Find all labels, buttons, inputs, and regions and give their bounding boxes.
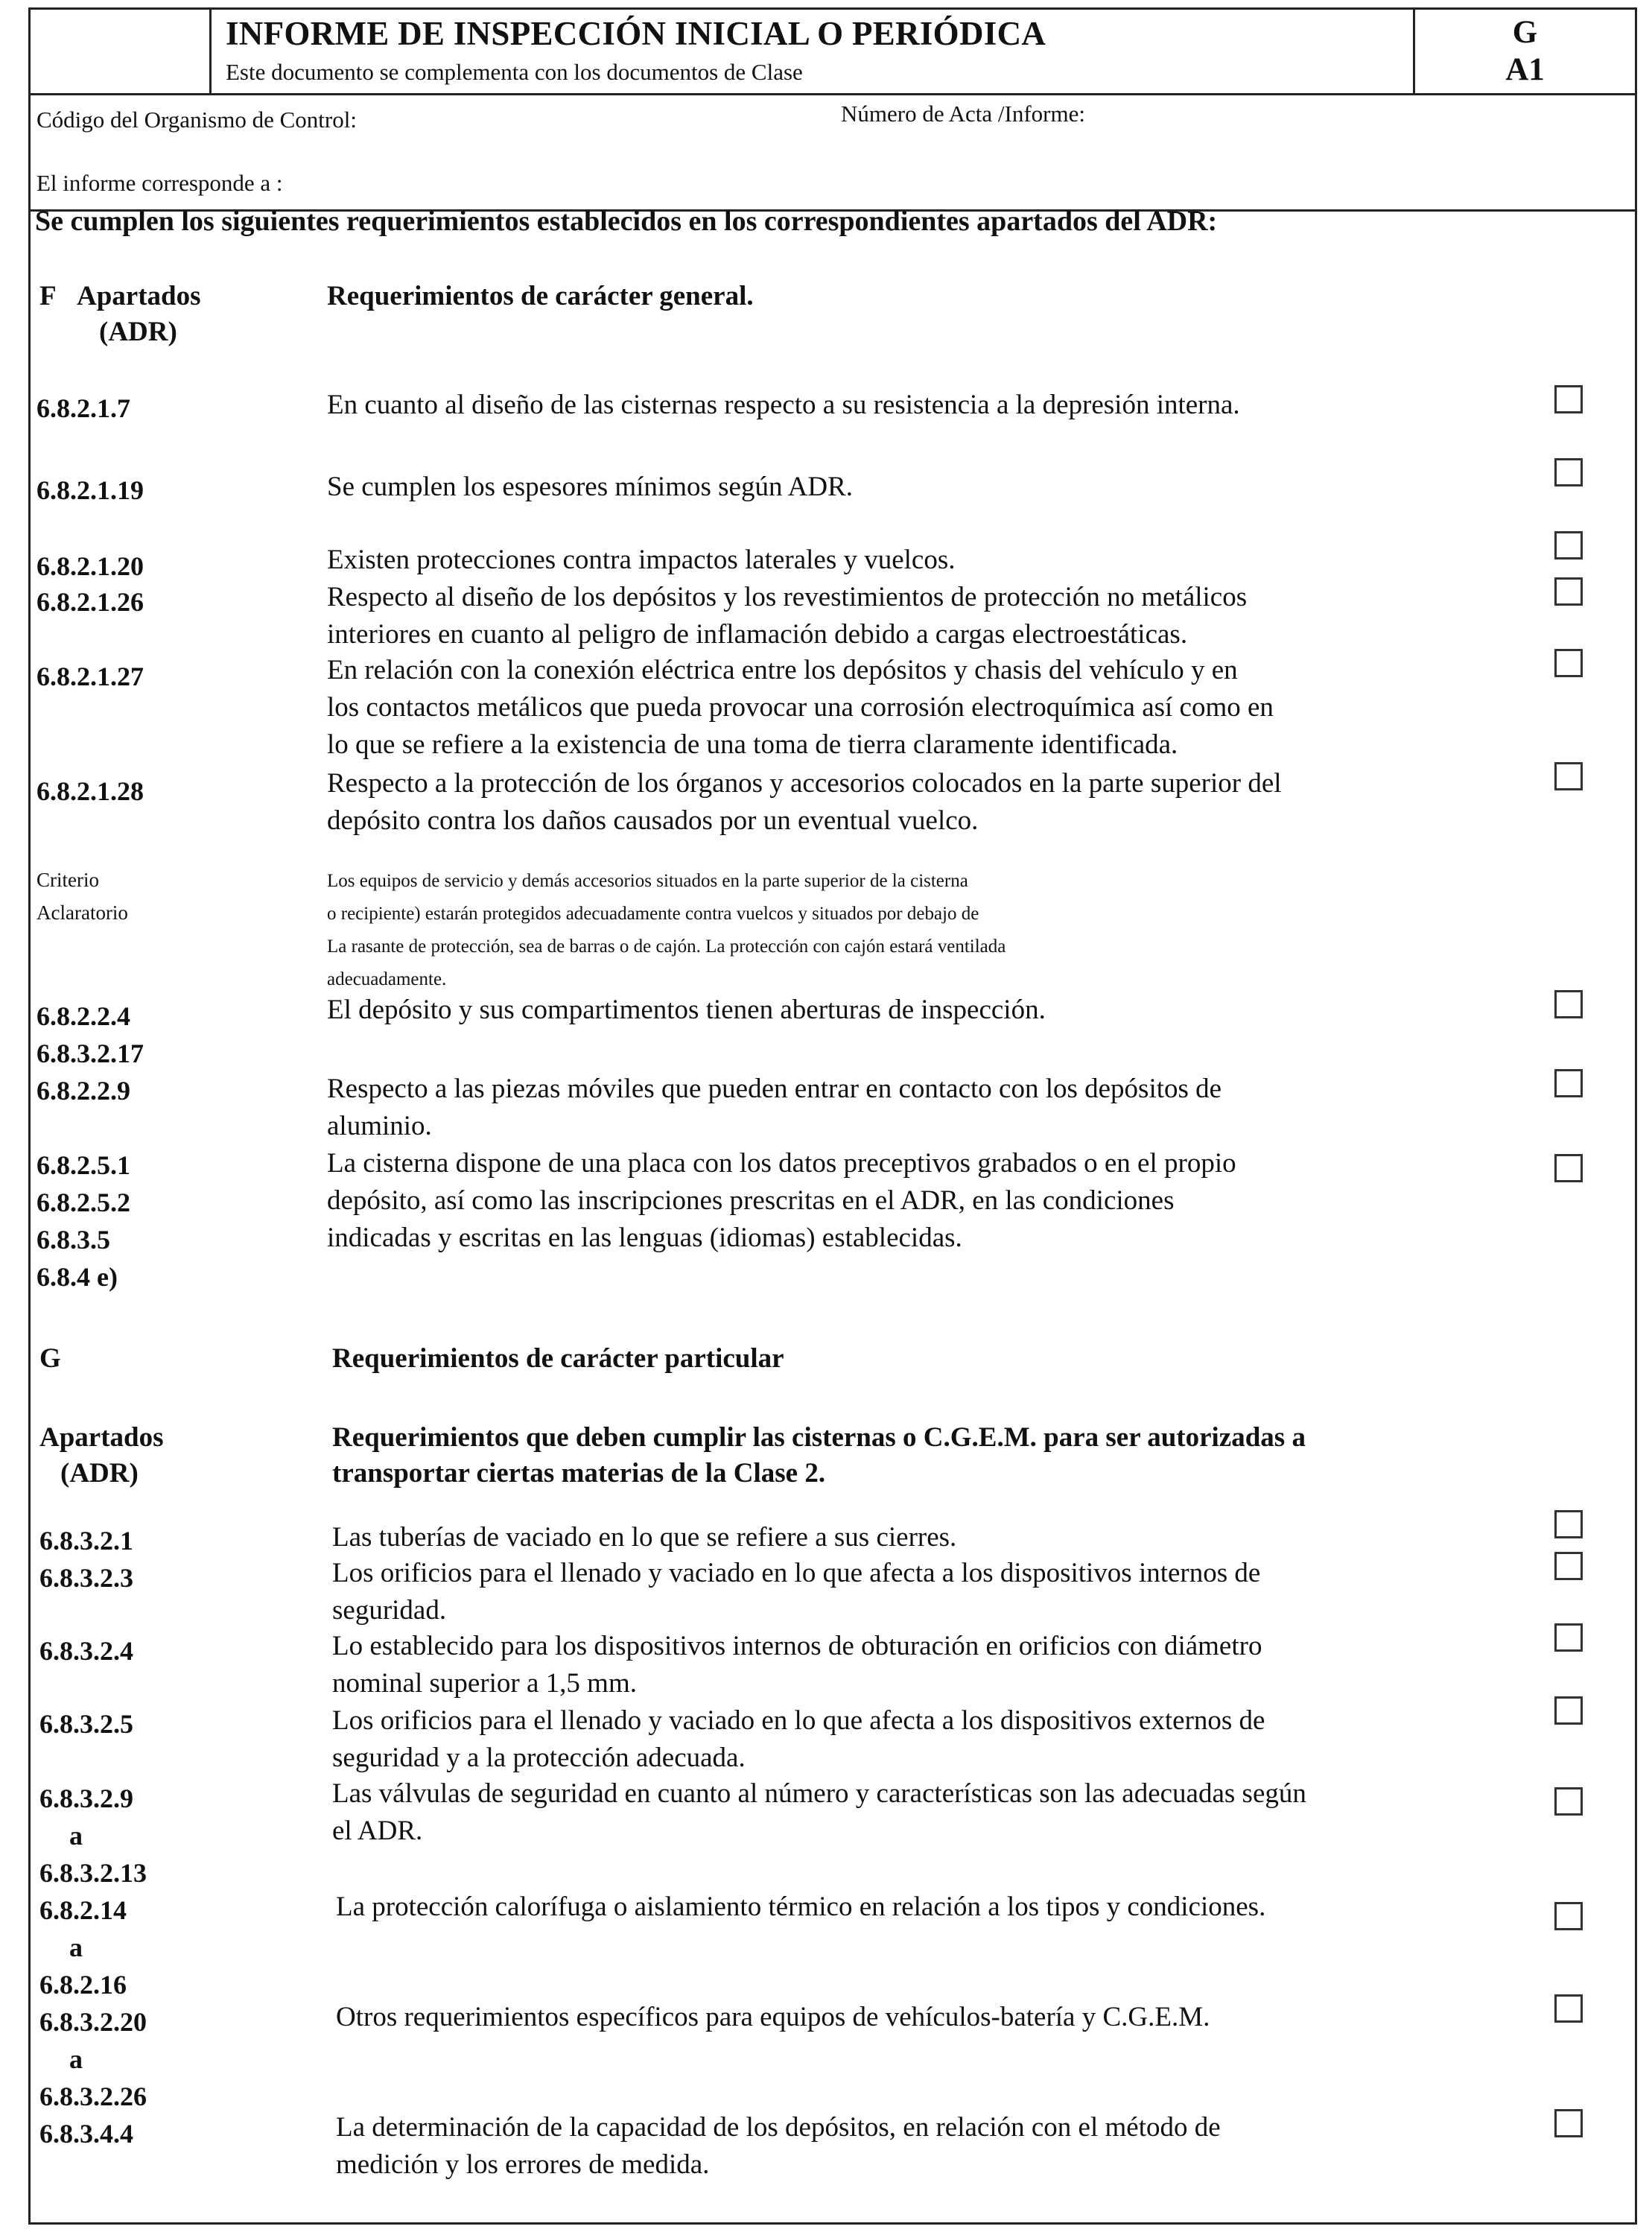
section-f-col-header-2: (ADR) [99, 317, 177, 347]
requirement-code: a [69, 1933, 83, 1962]
requirement-text: depósito contra los daños causados por un eventual vuelco. [327, 805, 979, 836]
requirement-text: nominal superior a 1,5 mm. [332, 1668, 637, 1699]
requirement-checkbox[interactable] [1554, 649, 1583, 677]
requirement-text: Se cumplen los espesores mínimos según ADR. [327, 472, 854, 502]
requirement-checkbox[interactable] [1554, 1510, 1583, 1538]
requirement-text: Los orificios para el llenado y vaciado en lo que afecta a los dispositivos externos de [332, 1705, 1265, 1736]
requirement-text: Lo establecido para los dispositivos internos de obturación en orificios con diámetro [332, 1631, 1262, 1661]
requirement-code: 6.8.3.2.4 [39, 1636, 133, 1666]
section-f-col-header-1: Apartados [77, 281, 201, 311]
requirement-code: 6.8.4 e) [36, 1262, 118, 1292]
requirement-code: 6.8.3.4.4 [39, 2119, 133, 2149]
document-code-line1: G [1512, 15, 1538, 50]
organism-label: Código del Organismo de Control: [36, 107, 357, 133]
requirement-text: Las válvulas de seguridad en cuanto al número y características son las adecuadas según [332, 1778, 1306, 1809]
requirement-code: 6.8.2.5.1 [36, 1150, 130, 1180]
requirement-text: Existen protecciones contra impactos laterales y vuelcos. [327, 545, 956, 575]
section-g-letter: G [39, 1343, 61, 1374]
requirement-text: En cuanto al diseño de las cisternas respecto a su resistencia a la depresión interna. [327, 390, 1240, 420]
requirement-code: 6.8.2.14 [39, 1895, 127, 1925]
requirement-text: seguridad. [332, 1595, 447, 1626]
requirements-intro: Se cumplen los siguientes requerimientos establecidos en los correspondientes apartados del ADR: [35, 206, 1218, 237]
requirement-checkbox[interactable] [1554, 1623, 1583, 1652]
requirement-checkbox[interactable] [1554, 1696, 1583, 1725]
requirement-checkbox[interactable] [1554, 1069, 1583, 1097]
requirement-text: medición y los errores de medida. [336, 2149, 710, 2180]
requirement-code: 6.8.2.1.27 [36, 662, 144, 691]
requirement-text: Otros requerimientos específicos para equipos de vehículos-batería y C.G.E.M. [336, 2002, 1210, 2032]
requirement-code: 6.8.3.2.17 [36, 1039, 144, 1068]
requirement-checkbox[interactable] [1554, 1787, 1583, 1816]
requirement-text: los contactos metálicos que pueda provocar una corrosión electroquímica así como en [327, 692, 1274, 723]
logo-box [31, 10, 212, 93]
requirement-checkbox[interactable] [1554, 385, 1583, 413]
requirement-checkbox[interactable] [1554, 990, 1583, 1018]
requirement-code: 6.8.2.2.4 [36, 1001, 130, 1031]
criterio-line: Los equipos de servicio y demás accesorios situados en la parte superior de la cisterna [327, 871, 968, 891]
section-g-subheading-1: Requerimientos que deben cumplir las cisternas o C.G.E.M. para ser autorizadas a [332, 1422, 1306, 1453]
criterio-line: adecuadamente. [327, 969, 447, 989]
requirement-code: 6.8.3.2.5 [39, 1709, 133, 1739]
requirement-checkbox[interactable] [1554, 458, 1583, 486]
report-subtitle: Este documento se complementa con los documentos de Clase [226, 59, 803, 85]
requirement-text: aluminio. [327, 1111, 432, 1141]
criterio-label-1: Criterio [36, 869, 99, 891]
requirement-checkbox[interactable] [1554, 2109, 1583, 2137]
requirement-code: 6.8.2.1.28 [36, 776, 144, 806]
requirement-checkbox[interactable] [1554, 531, 1583, 559]
requirement-code: 6.8.3.2.3 [39, 1563, 133, 1593]
requirement-checkbox[interactable] [1554, 1902, 1583, 1930]
requirement-code: a [69, 1821, 83, 1851]
requirement-checkbox[interactable] [1554, 1552, 1583, 1580]
criterio-line: La rasante de protección, sea de barras o de cajón. La protección con cajón estará ventilada [327, 936, 1006, 957]
document-code-line2: A1 [1505, 52, 1545, 87]
requirement-text: depósito, así como las inscripciones prescritas en el ADR, en las condiciones [327, 1185, 1175, 1216]
requirement-text: Respecto a la protección de los órganos y accesorios colocados en la parte superior del [327, 768, 1282, 799]
requirement-text: El depósito y sus compartimentos tienen aberturas de inspección. [327, 995, 1046, 1025]
requirement-text: Respecto a las piezas móviles que pueden entrar en contacto con los depósitos de [327, 1074, 1222, 1104]
requirement-text: En relación con la conexión eléctrica entre los depósitos y chasis del vehículo y en [327, 655, 1238, 685]
requirement-text: Las tuberías de vaciado en lo que se refiere a sus cierres. [332, 1522, 957, 1553]
requirement-code: 6.8.2.1.20 [36, 551, 144, 581]
report-header [31, 10, 1635, 95]
requirement-code: 6.8.3.2.26 [39, 2082, 147, 2111]
inspection-report-form [28, 7, 1637, 2225]
requirement-code: 6.8.2.1.7 [36, 393, 130, 423]
requirement-code: 6.8.2.16 [39, 1970, 127, 2000]
requirement-code: 6.8.3.5 [36, 1225, 110, 1255]
requirement-code: 6.8.3.2.13 [39, 1858, 147, 1888]
section-g-subheading-2: transportar ciertas materias de la Clase 2. [332, 1458, 826, 1489]
report-info-fields [31, 93, 1635, 212]
requirement-code: 6.8.2.1.19 [36, 475, 144, 505]
requirement-code: 6.8.3.2.9 [39, 1784, 133, 1813]
section-f-heading: Requerimientos de carácter general. [327, 281, 754, 311]
requirement-code: 6.8.3.2.1 [39, 1526, 133, 1556]
requirement-text: La cisterna dispone de una placa con los datos preceptivos grabados o en el propio [327, 1148, 1236, 1179]
requirement-text: interiores en cuanto al peligro de inflamación debido a cargas electroestáticas. [327, 619, 1188, 650]
acta-label: Número de Acta /Informe: [841, 101, 1085, 127]
requirement-text: Respecto al diseño de los depósitos y los revestimientos de protección no metálicos [327, 582, 1248, 612]
document-code [1413, 10, 1635, 93]
section-g-col-header-2: (ADR) [60, 1458, 139, 1489]
requirement-code: 6.8.3.2.20 [39, 2007, 147, 2037]
requirement-code: a [69, 2044, 83, 2074]
requirement-checkbox[interactable] [1554, 1154, 1583, 1182]
criterio-line: o recipiente) estarán protegidos adecuadamente contra vuelcos y situados por debajo de [327, 904, 979, 924]
requirement-checkbox[interactable] [1554, 577, 1583, 606]
section-g-col-header-1: Apartados [39, 1422, 164, 1453]
requirement-text: indicadas y escritas en las lenguas (idiomas) establecidas. [327, 1223, 962, 1253]
requirement-code: 6.8.2.5.2 [36, 1188, 130, 1217]
report-title: INFORME DE INSPECCIÓN INICIAL O PERIÓDICA [226, 15, 1046, 52]
requirement-text: La protección calorífuga o aislamiento térmico en relación a los tipos y condiciones. [336, 1892, 1266, 1922]
requirement-text: Los orificios para el llenado y vaciado en lo que afecta a los dispositivos internos de [332, 1558, 1261, 1588]
requirement-text: seguridad y a la protección adecuada. [332, 1743, 746, 1773]
requirement-code: 6.8.2.2.9 [36, 1076, 130, 1106]
requirement-text: La determinación de la capacidad de los depósitos, en relación con el método de [336, 2112, 1221, 2143]
requirement-checkbox[interactable] [1554, 1994, 1583, 2023]
requirement-text: lo que se refiere a la existencia de una toma de tierra claramente identificada. [327, 729, 1178, 760]
requirement-code: 6.8.2.1.26 [36, 587, 144, 617]
requirement-text: el ADR. [332, 1816, 423, 1846]
section-f-letter: F [39, 281, 57, 311]
criterio-label-2: Aclaratorio [36, 901, 128, 924]
section-g-heading: Requerimientos de carácter particular [332, 1343, 784, 1374]
requirement-checkbox[interactable] [1554, 762, 1583, 790]
corresponds-label: El informe corresponde a : [36, 170, 283, 196]
